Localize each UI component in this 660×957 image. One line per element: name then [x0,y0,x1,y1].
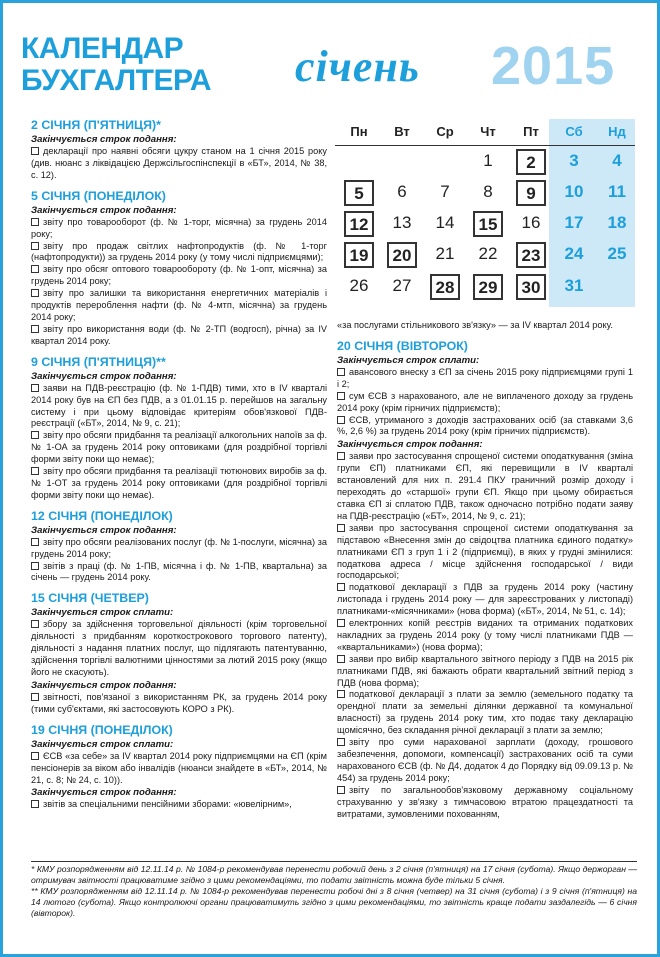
section-title: 5 СІЧНЯ (ПОНЕДІЛОК) [31,188,166,203]
deadline-item-text: звіту про суми нарахованої зарплати (доходу, грошового забезпечення, допомоги, компенсації) застрахованих осіб та суми нарахованого ЄСВ (ф. № Д4, додаток 4 до Порядку від 09.09.13 р. № 454) за грудень 2014 року; [337,737,633,783]
weekday-3: Чт [480,124,496,139]
calendar-day: 9 [516,180,546,206]
section-title: 12 СІЧНЯ (ПОНЕДІЛОК) [31,508,173,523]
deadline-item [31,619,327,679]
deadline-item [31,692,327,716]
weekday-0: Пн [350,124,368,139]
checkbox-icon [337,690,345,698]
deadline-item-text: електронних копій реєстрів виданих та отриманих податкових накладних за грудень 2014 року (у тому числі платниками ПДВ — «квартальниками») (нова форма); [337,618,633,652]
deadline-item [337,451,633,522]
section-subtitle: Закінчується строк подання: [337,439,483,451]
checkbox-icon [337,392,345,400]
checkbox-icon [31,242,39,250]
deadline-item [31,241,327,265]
deadline-item [337,523,633,583]
footnote: * КМУ розпорядженням від 12.11.14 р. № 1084-р рекомендував перенести робочий день з 2 січня (п'ятниця) на 17 січня (субота). Якщо держорган — отримувач звітності працюватиме згідно з цими рекомендаціями, то подати звітність можна буде тільки 5 січня. [31,864,637,885]
weekday-4: Пт [523,124,539,139]
section-title: 2 СІЧНЯ (П'ЯТНИЦЯ)* [31,118,161,132]
deadline-item-text: податкової декларації з ПДВ за грудень 2014 року (частину листопада і грудень 2014 року — для зареєстрованих у листопаді) платниками-«місячниками» (нова форма) («БТ», 2014, № 51, с. 14); [337,582,633,617]
weekday-5: Сб [565,124,583,139]
calendar-day: 25 [607,244,627,263]
deadline-item [31,430,327,466]
section-title: 20 СІЧНЯ (ВІВТОРОК) [337,338,468,353]
calendar-day: 2 [516,149,546,175]
page-title [21,33,261,97]
deadline-item-text: ЄСВ, утриманого з доходів застрахованих осіб (за ставками 3,6 %, 2,6 %) за грудень 2014 року (крім гірничих підприємств). [337,414,633,437]
right-column [337,320,633,820]
calendar-day: 13 [392,213,412,232]
continuation-text: «за послугами стільникового зв'язку» — за IV квартал 2014 року. [337,320,613,330]
footnotes [31,861,637,919]
deadline-item-text: звіту по загальнообов'язковому державному соціальному страхуванню у зв'язку з тимчасовою втратою працездатності та витратами, зумовленими похованням, [337,784,633,819]
weekday-6: Нд [608,124,626,139]
weekday-2: Ср [436,124,454,139]
calendar-day: 17 [564,213,584,232]
deadline-item [31,383,327,431]
deadline-item [31,146,327,182]
section-subtitle: Закінчується строк подання: [31,524,177,536]
calendar-day: 5 [344,180,374,206]
calendar-day: 1 [483,151,493,170]
deadline-item [31,324,327,348]
deadline-item-text: заяви на ПДВ-реєстрацію (ф. № 1-ПДВ) тими, хто в IV кварталі 2014 року був на ЄП без ПДВ, а з 01.01.15 р. перейшов на загальну систему і при цьому відповідає критеріям обов'язкової ПДВ-реєстрації («БТ», 2014, № 9, с. 21); [31,382,327,429]
calendar-day: 31 [564,276,584,295]
year-number: 2015 [491,36,616,96]
deadline-item [337,582,633,618]
calendar-day: 24 [564,244,584,263]
weekday-1: Вт [394,124,410,139]
deadline-item [337,737,633,785]
footnote: ** КМУ розпорядженням від 12.11.14 р. № 1084-р рекомендував перенести робочі дні з 8 січня (четвер) на 31 січня (субота) і з 9 січня (п'ятниця) на 14 лютого (субота). Якщо контролюючі органи працюватимуть згідно з цими рекомендаціями, то звітність краще подати заздалегідь — 6 січня (вівторок). [31,886,637,918]
checkbox-icon [31,218,39,226]
deadline-item-text: звітів за спеціальними пенсійними зборами: «ювелірним», [43,799,292,810]
checkbox-icon [31,752,39,760]
section-subtitle: Закінчується строк подання: [31,204,177,216]
checkbox-icon [337,583,345,591]
deadline-item-text: звіту про залишки та використання енергетичних матеріалів і продуктів перероблення нафти (ф. № 4-мтп, місячна) за грудень 2014 року; [31,288,327,322]
deadline-item-text: ЄСВ «за себе» за IV квартал 2014 року підприємцями на ЄП (крім пенсіонерів за віком або інвалідів (нюанси знайдете в «БТ», 2014, № 21, с. 8; № 24, с. 10)). [31,750,327,785]
deadline-item-text: сум ЄСВ з нарахованого, але не виплаченого доходу за грудень 2014 року (крім гірничих підприємств); [337,390,633,413]
checkbox-icon [31,147,39,155]
deadline-item-text: звітів з праці (ф. № 1-ПВ, місячна і ф. № 1-ПВ, квартальна) за січень — грудень 2014 року. [31,560,327,583]
calendar-day: 16 [521,213,541,232]
deadline-item [31,288,327,324]
deadline-item-text: звіту про товарооборот (ф. № 1-торг, місячна) за грудень 2014 року; [31,216,327,239]
deadline-item [337,654,633,690]
section-title: 15 СІЧНЯ (ЧЕТВЕР) [31,591,149,606]
checkbox-icon [31,467,39,475]
deadline-item [31,751,327,787]
deadline-item-text: авансового внеску з ЄП за січень 2015 року підприємцями групі 1 і 2; [337,366,633,389]
deadline-item-text: звіту про обсяги придбання та реалізації алкогольних напоїв за ф. № 1-ОА за грудень 2014 року оптовиками (для роздрібної торгівлі форми звіту поки що немає); [31,430,327,465]
calendar-day: 3 [569,151,579,170]
calendar-day: 18 [607,213,627,232]
checkbox-icon [337,524,345,532]
section-subtitle: Закінчується строк сплати: [337,354,480,366]
checkbox-icon [337,786,345,794]
deadline-item [31,466,327,502]
deadline-item-text: збору за здійснення торговельної діяльності (крім торговельної діяльності з придбанням короткострокового торгового патенту), діяльності з надання платних послуг, що підлягають патентуванню, здійснення торгівлі валютними цінностями за лютий 2015 року (якщо його не скасують). [31,619,327,677]
title-line-1: КАЛЕНДАР [21,32,184,65]
calendar-day: 26 [349,276,369,295]
deadline-item [337,367,633,391]
section-title: 9 СІЧНЯ (П'ЯТНИЦЯ)** [31,354,166,369]
calendar-day: 11 [608,182,626,201]
checkbox-icon [31,800,39,808]
checkbox-icon [337,452,345,460]
checkbox-icon [31,693,39,701]
section-subtitle: Закінчується строк сплати: [31,738,174,750]
checkbox-icon [31,265,39,273]
checkbox-icon [337,655,345,663]
calendar-day: 12 [344,211,374,237]
calendar-day: 6 [397,182,407,201]
deadline-item [31,264,327,288]
deadline-item-text: звіту про продаж світлих нафтопродуктів (ф. № 1-торг (нафтопродукти)) за грудень 2014 року (у тому числі підприємцями); [31,240,327,263]
deadline-item [31,561,327,585]
checkbox-icon [31,562,39,570]
month-name: січень [295,42,420,91]
calendar-day: 30 [516,274,546,300]
section-subtitle: Закінчується строк подання: [31,679,177,691]
deadline-item [337,415,633,439]
checkbox-icon [337,416,345,424]
deadline-item-text: звіту про використання води (ф. № 2-ТП (водгосп), річна) за IV квартал 2014 року. [31,323,327,346]
checkbox-icon [31,538,39,546]
section-subtitle: Закінчується строк подання: [31,134,177,145]
checkbox-icon [31,325,39,333]
calendar-day: 22 [478,244,498,263]
title-line-2: БУХГАЛТЕРА [21,64,212,97]
weekday-divider [335,145,635,146]
deadline-item-text: заяви про застосування спрощеної системи оподаткування (зміна групи ЄП) платниками ЄП, які перевищили в IV кварталі встановлений для них п. 291.4 ПКУ граничний розмір доходу і переходять до «старшої» групи ЄП. Якщо при цьому обирається ставка ЄП зі сплатою ПДВ, також одночасно потрібно подати заяву на ПДВ-реєстрацію («БТ», 2014, № 9, с. 21); [337,451,633,521]
calendar-day: 20 [387,242,417,268]
deadline-item [337,689,633,737]
deadline-item-text: податкової декларації з плати за землю (земельного податку та орендної плати за земельні ділянки державної та комунальної власності) за грудень 2014 року тим, хто подає таку декларацію щомісячно, без складання річної декларації з плати за землю; [337,689,633,736]
checkbox-icon [337,738,345,746]
deadline-item [337,785,633,821]
deadline-item-text: декларації про наявні обсяги цукру станом на 1 січня 2015 року (див. нюанс з ліквідацією Держсільгоспінспекції в «БТ», 2014, № 38, с. 12). [31,146,327,180]
section-subtitle: Закінчується строк сплати: [31,607,174,619]
calendar-day: 28 [430,274,460,300]
deadline-item [31,537,327,561]
section-subtitle: Закінчується строк подання: [31,370,177,382]
deadline-item [31,799,327,811]
deadline-item-text: заяви про застосування спрощеної системи оподаткування за підставою «Внесення змін до свідоцтва платника єдиного податку» платниками ЄП з груп 1 і 2 (підприємці), в яких у грудні змінилися: податкова адреса / місце здійснення господарської / види господарської; [337,522,633,581]
section-subtitle: Закінчується строк подання: [31,787,177,799]
checkbox-icon [337,619,345,627]
calendar-day: 4 [612,151,622,170]
deadline-item [31,217,327,241]
deadline-item-text: звіту про обсяг оптового товарообороту (ф. № 1-опт, місячна) за грудень 2014 року; [31,264,327,287]
month-calendar [335,119,635,307]
checkbox-icon [31,431,39,439]
calendar-day: 23 [516,242,546,268]
checkbox-icon [31,289,39,297]
section-title: 19 СІЧНЯ (ПОНЕДІЛОК) [31,722,173,737]
calendar-day: 14 [435,213,455,232]
deadline-item-text: звіту про обсяги реалізованих послуг (ф. № 1-послуги, місячна) за грудень 2014 року; [31,536,327,559]
checkbox-icon [337,368,345,376]
calendar-day: 19 [344,242,374,268]
footnote-rule [31,861,637,862]
deadline-item-text: звітності, пов'язаної з використанням РК, за грудень 2014 року (тими суб'єктами, які застосовують КОРО з РК). [31,691,327,714]
deadline-item [337,618,633,654]
calendar-day: 10 [564,182,584,201]
deadline-item-text: заяви про вибір квартального звітного періоду з ПДВ на 2015 рік платниками ПДВ, які бажають обрати квартальний звітний період з ПДВ (нова форма); [337,653,633,688]
calendar-day: 7 [440,182,450,201]
deadline-item [337,391,633,415]
calendar-day: 21 [435,244,455,263]
deadline-item-text: звіту про обсяги придбання та реалізації тютюнових виробів за ф. № 1-ОТ за грудень 2014 року оптовиками (для роздрібної торгівлі форми звіту поки що немає). [31,466,327,500]
calendar-day: 15 [473,211,503,237]
left-column [31,118,327,811]
calendar-day: 27 [392,276,412,295]
calendar-day: 29 [473,274,503,300]
checkbox-icon [31,620,39,628]
calendar-day: 8 [483,182,493,201]
checkbox-icon [31,384,39,392]
